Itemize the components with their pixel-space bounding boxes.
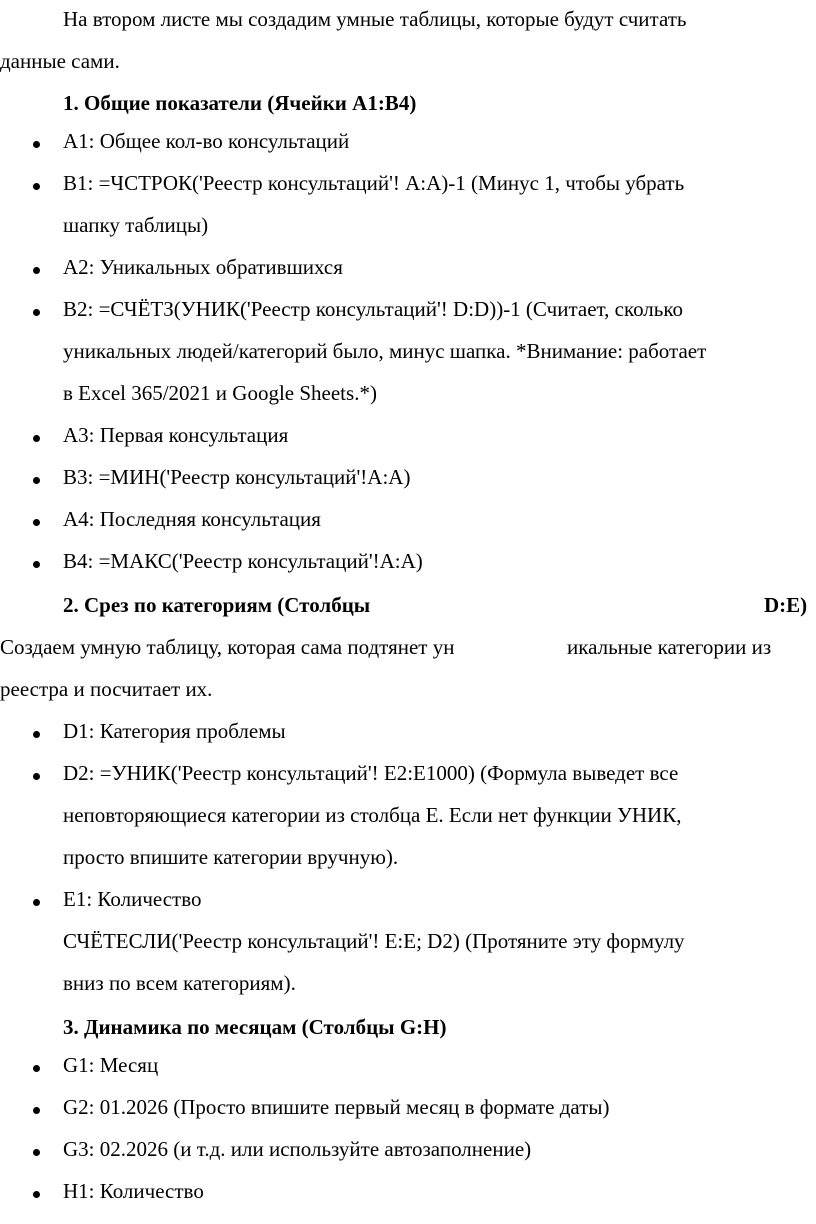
bullet-icon: [33, 561, 40, 568]
bullet-icon: [33, 141, 40, 148]
bullet-icon: [33, 1149, 40, 1156]
list-item-b2-cont-1: уникальных людей/категорий было, минус шапка. *Внимание: работает: [63, 339, 707, 363]
bullet-icon: [33, 435, 40, 442]
bullet-icon: [33, 1107, 40, 1114]
section-1-heading: 1. Общие показатели (Ячейки A1:B4): [63, 91, 417, 115]
list-item-b3: B3: =МИН('Реестр консультаций'!A:A): [63, 465, 411, 489]
bullet-icon: [33, 477, 40, 484]
list-item-g2: G2: 01.2026 (Просто впишите первый месяц в формате даты): [63, 1095, 610, 1119]
list-item-d2: D2: =УНИК('Реестр консультаций'! E2:E1000) (Формула выведет все: [63, 761, 679, 785]
list-item-b2: B2: =СЧЁТЗ(УНИК('Реестр консультаций'! D:D))-1 (Считает, сколько: [63, 297, 684, 321]
section-2-para-line-2: реестра и посчитает их.: [0, 677, 213, 701]
bullet-icon: [33, 519, 40, 526]
section-2-para-line-1a: Создаем умную таблицу, которая сама подтянет ун: [0, 635, 455, 659]
list-item-h1: H1: Количество: [63, 1179, 204, 1203]
list-item-b2-cont-2: в Excel 365/2021 и Google Sheets.*): [63, 381, 377, 405]
section-2-heading-columns: D:E): [764, 593, 808, 617]
bullet-icon: [33, 731, 40, 738]
list-item-a3: A3: Первая консультация: [63, 423, 289, 447]
list-item-e1: E1: Количество: [63, 887, 202, 911]
intro-line-1: На втором листе мы создадим умные таблицы, которые будут считать: [63, 7, 687, 31]
list-item-e1-cont-2: вниз по всем категориям).: [63, 971, 296, 995]
list-item-d1: D1: Категория проблемы: [63, 719, 286, 743]
intro-line-2: данные сами.: [0, 49, 120, 73]
section-3-heading: 3. Динамика по месяцам (Столбцы G:H): [63, 1015, 447, 1039]
bullet-icon: [33, 1191, 40, 1198]
bullet-icon: [33, 267, 40, 274]
list-item-a4: A4: Последняя консультация: [63, 507, 321, 531]
list-item-a2: A2: Уникальных обратившихся: [63, 255, 343, 279]
list-item-d2-cont-2: просто впишите категории вручную).: [63, 845, 399, 869]
list-item-e1-cont-1: СЧЁТЕСЛИ('Реестр консультаций'! E:E; D2) (Протяните эту формулу: [63, 929, 685, 953]
section-2-para-line-1b: икальные категории из: [567, 635, 772, 659]
list-item-b4: B4: =МАКС('Реестр консультаций'!A:A): [63, 549, 423, 573]
list-item-a1: A1: Общее кол-во консультаций: [63, 129, 350, 153]
list-item-g1: G1: Месяц: [63, 1053, 159, 1077]
bullet-icon: [33, 309, 40, 316]
section-2-heading: 2. Срез по категориям (Столбцы: [63, 593, 371, 617]
list-item-b1: B1: =ЧСТРОК('Реестр консультаций'! A:A)-1 (Минус 1, чтобы убрать: [63, 171, 685, 195]
list-item-d2-cont-1: неповторяющиеся категории из столбца E. Если нет функции УНИК,: [63, 803, 682, 827]
bullet-icon: [33, 183, 40, 190]
bullet-icon: [33, 773, 40, 780]
list-item-b1-cont: шапку таблицы): [63, 213, 209, 237]
bullet-icon: [33, 1065, 40, 1072]
bullet-icon: [33, 899, 40, 906]
list-item-g3: G3: 02.2026 (и т.д. или используйте автозаполнение): [63, 1137, 532, 1161]
